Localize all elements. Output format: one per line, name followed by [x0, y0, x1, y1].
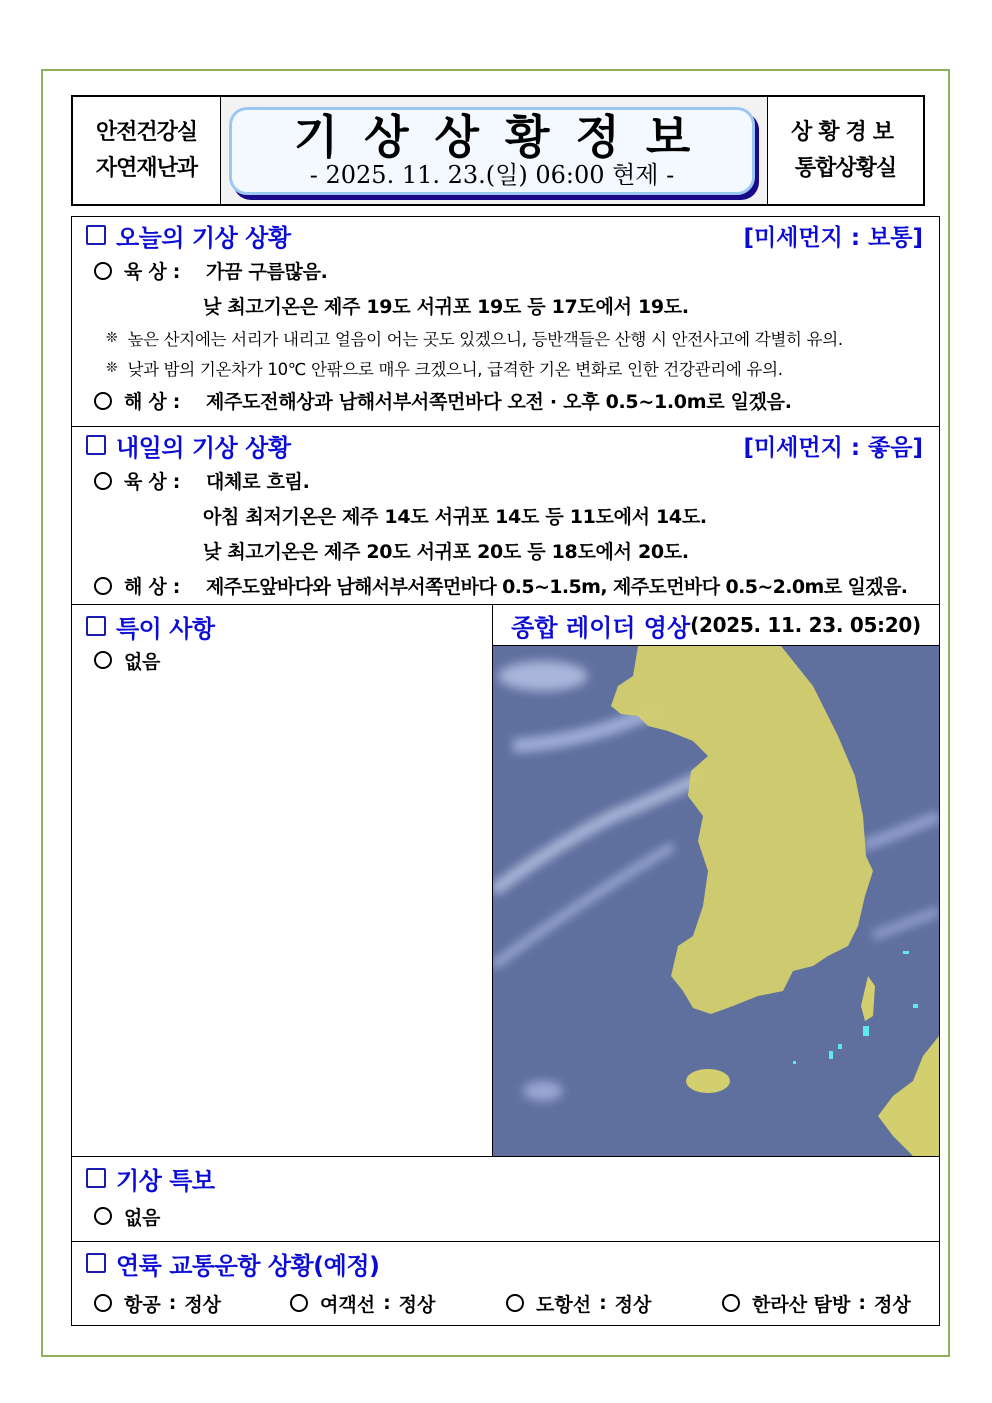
section-warning — [71, 1156, 940, 1241]
section-header — [72, 217, 939, 253]
fine-dust-badge: [미세먼지 : 좋음] — [743, 434, 923, 461]
land-line3-row — [72, 533, 939, 568]
checkbox-square-icon — [86, 616, 106, 636]
circle-bullet-icon — [94, 392, 112, 410]
sea-forecast — [72, 383, 939, 418]
warning-text: 없음 — [124, 1206, 161, 1229]
issuing-department — [73, 97, 221, 204]
section-radar — [493, 605, 939, 1156]
land-line2-row — [72, 498, 939, 533]
section-title-wrap — [86, 1246, 380, 1281]
transit-status: 정상 — [614, 1293, 652, 1316]
land-forecast — [72, 253, 939, 288]
title-box — [229, 107, 755, 195]
separator: : — [383, 1292, 391, 1314]
situation-line2: 통합상황실 — [794, 155, 897, 181]
warning-item — [72, 1199, 939, 1233]
circle-bullet-icon — [94, 1207, 112, 1225]
land-line2: 낮 최고기온은 제주 19도 서귀포 19도 등 17도에서 19도. — [203, 296, 689, 318]
section-title-wrap — [86, 218, 291, 253]
section-title-wrap — [86, 428, 291, 463]
circle-bullet-icon — [290, 1294, 308, 1312]
checkbox-square-icon — [86, 435, 106, 455]
circle-bullet-icon — [722, 1294, 740, 1312]
transit-status: 정상 — [398, 1293, 436, 1316]
section-title: 내일의 기상 상황 — [116, 433, 291, 462]
land-line2: 아침 최저기온은 제주 14도 서귀포 14도 등 11도에서 14도. — [203, 506, 707, 528]
situation-line1: 상황경보 — [790, 119, 900, 145]
transit-status-list — [72, 1284, 939, 1322]
section-special — [72, 605, 493, 1156]
land-line1: 가끔 구름많음. — [206, 261, 328, 283]
note-row — [72, 323, 939, 353]
section-header — [72, 605, 492, 647]
title-area — [221, 97, 767, 204]
transit-item-island-ferry — [506, 1290, 722, 1317]
land-line1: 대체로 흐림. — [206, 471, 310, 493]
checkbox-square-icon — [86, 225, 106, 245]
section-transit — [71, 1241, 940, 1326]
special-item — [72, 647, 492, 673]
section-header — [72, 1242, 939, 1284]
land-label: 육 상 : — [124, 471, 181, 493]
transit-name: 도항선 — [536, 1293, 592, 1316]
circle-bullet-icon — [506, 1294, 524, 1312]
land-line2-row — [72, 288, 939, 323]
sea-text: 제주도전해상과 남해서부서쪽먼바다 오전 · 오후 0.5~1.0m로 일겠음. — [206, 391, 792, 413]
asterisk-icon: ❊ — [106, 360, 118, 376]
separator: : — [858, 1292, 866, 1314]
section-tomorrow — [71, 426, 940, 604]
land-line3: 낮 최고기온은 제주 20도 서귀포 20도 등 18도에서 20도. — [203, 541, 689, 563]
special-and-radar — [71, 604, 940, 1156]
separator: : — [599, 1292, 607, 1314]
land-label: 육 상 : — [124, 261, 181, 283]
transit-status: 정상 — [874, 1293, 911, 1316]
radar-title: 종합 레이더 영상 — [511, 613, 691, 642]
section-title: 연륙 교통운항 상황(예정) — [116, 1251, 380, 1280]
transit-item-hallasan — [722, 1290, 911, 1317]
land-forecast — [72, 463, 939, 498]
circle-bullet-icon — [94, 472, 112, 490]
section-today — [71, 216, 940, 426]
document-datetime: - 2025. 11. 23.(일) 06:00 현제 - — [309, 161, 675, 189]
fine-dust-badge: [미세먼지 : 보통] — [743, 224, 923, 251]
radar-map-icon — [493, 646, 939, 1156]
document-header — [71, 95, 925, 206]
radar-timestamp: (2025. 11. 23. 05:20) — [690, 613, 921, 637]
transit-name: 한라산 탐방 — [752, 1293, 851, 1316]
sea-label: 해 상 : — [124, 576, 181, 598]
section-header — [72, 427, 939, 463]
section-title: 기상 특보 — [116, 1166, 215, 1195]
section-title-wrap — [86, 1161, 215, 1196]
section-title: 오늘의 기상 상황 — [116, 223, 291, 252]
transit-name: 항공 — [124, 1293, 161, 1316]
sea-forecast — [72, 568, 939, 603]
circle-bullet-icon — [94, 577, 112, 595]
document-title: 기상상황정보 — [293, 110, 717, 164]
separator: : — [168, 1292, 177, 1314]
radar-header — [493, 605, 939, 646]
radar-image — [493, 646, 939, 1156]
department-line1: 안전건강실 — [95, 119, 198, 145]
transit-status: 정상 — [184, 1293, 222, 1316]
note-text: 높은 산지에는 서리가 내리고 얼음이 어는 곳도 있겠으니, 등반객들은 산행 시 안전사고에 각별히 유의. — [127, 330, 843, 349]
situation-room — [767, 97, 923, 204]
transit-item-air — [94, 1290, 290, 1317]
department-line2: 자연재난과 — [95, 155, 198, 181]
note-row — [72, 353, 939, 383]
sea-label: 해 상 : — [124, 391, 181, 413]
section-title-wrap — [86, 609, 215, 644]
transit-name: 여객선 — [320, 1293, 376, 1316]
checkbox-square-icon — [86, 1253, 106, 1273]
special-text: 없음 — [124, 650, 161, 673]
section-title: 특이 사항 — [116, 614, 215, 643]
circle-bullet-icon — [94, 651, 112, 669]
transit-item-ferry — [290, 1290, 506, 1317]
note-text: 낮과 밤의 기온차가 10℃ 안팎으로 매우 크겠으니, 급격한 기온 변화로 인한 건강관리에 유의. — [127, 360, 783, 379]
sea-text: 제주도앞바다와 남해서부서쪽먼바다 0.5~1.5m, 제주도먼바다 0.5~2.0m로 일겠음. — [206, 576, 908, 598]
section-header — [72, 1157, 939, 1199]
circle-bullet-icon — [94, 262, 112, 280]
circle-bullet-icon — [94, 1294, 112, 1312]
asterisk-icon: ❊ — [106, 330, 118, 346]
checkbox-square-icon — [86, 1168, 106, 1188]
